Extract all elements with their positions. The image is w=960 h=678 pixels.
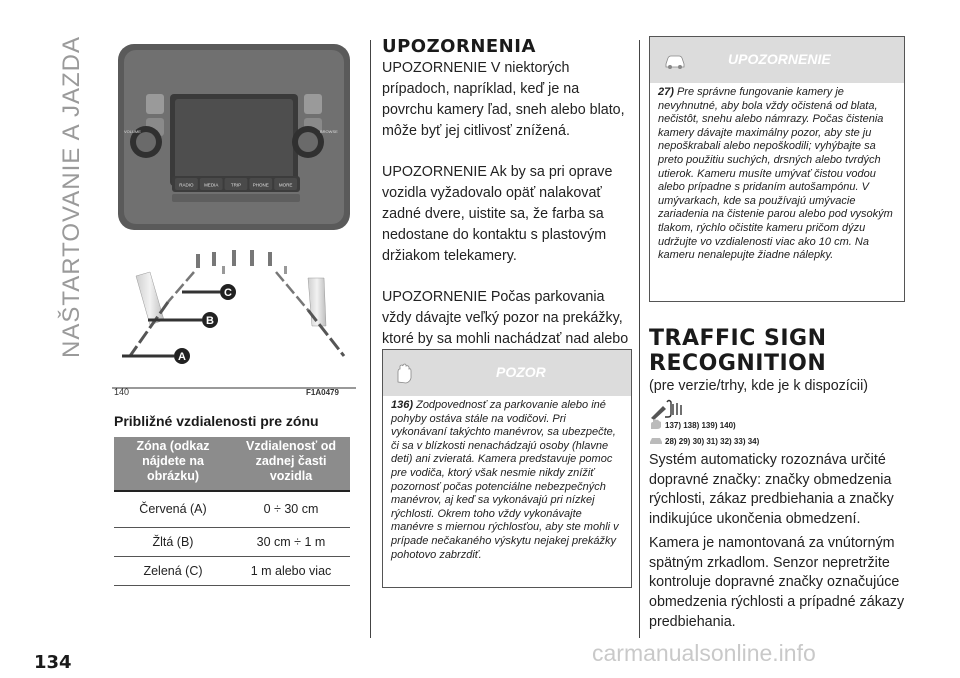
radio-button-label: MORE bbox=[278, 182, 293, 188]
left-top-button bbox=[146, 94, 164, 114]
table-cell: 1 m alebo viac bbox=[232, 556, 350, 585]
zone-marker-b bbox=[202, 312, 218, 328]
availability-note: (pre verzie/trhy, kde je k dispozícii) bbox=[649, 378, 869, 394]
page-number: 134 bbox=[34, 652, 72, 673]
distance-table bbox=[114, 437, 350, 586]
section-heading: UPOZORNENIA bbox=[382, 36, 536, 57]
upozornenie-header bbox=[650, 37, 904, 83]
reference-numbers: 28) 29) 30) 31) 32) 33) 34) bbox=[665, 437, 760, 446]
knob-label-browse: BROWSE bbox=[320, 129, 338, 134]
distance-post bbox=[212, 252, 216, 266]
upozornenie-content: Pre správne fungovanie kamery je nevyhnutné, aby bola vždy očistená od blata, nečistôt, snehu alebo námrazy. Počas čistenia kamery dávajte maximálny pozor, aby ste ju nepoškrabali alebo nepoškodili; vyhýbajte sa preto použitiu suchých, drsných alebo tvrdých utierok. Kameru musíte umývať čistou vodou alebo prípadne s pridaním autošampónu. V umývarkach, kde sa používajú umývacie zariadenia na čistenie parou alebo pod vysokým tlakom, rýchlo očistite kameru pričom dýzu udržujte vo vzdialenosti viac ako 10 cm. Na kameru nenalepujte žiadne nálepky. bbox=[658, 86, 893, 262]
pozor-title: POZOR bbox=[496, 364, 546, 380]
distance-post bbox=[196, 254, 200, 268]
table-header: Vzdialenosť od zadnej časti vozidla bbox=[232, 437, 350, 491]
column-rule-right bbox=[639, 40, 640, 638]
warnings-column bbox=[382, 36, 632, 371]
rear-camera-figure bbox=[112, 40, 356, 396]
pozor-box bbox=[382, 349, 632, 588]
heading-line: RECOGNITION bbox=[649, 351, 827, 376]
pozor-text bbox=[383, 396, 631, 568]
reference-numbers: 137) 138) 139) 140) bbox=[665, 421, 736, 430]
svg-text:C: C bbox=[224, 287, 232, 299]
pozor-content: Zodpovednosť za parkovanie alebo iné pohyby ostáva stále na vodičovi. Pri vykonávaní takýchto manévrov, sa ubezpečte, či sa v blízkosti nenachádzajú osoby (hlavne deti) ani zvieratá. Kamera predstavuje pomoc pre vodiča, ktorý však nesmie nikdy znížiť pozornosť počas potenciálne nebezpečných manévrov, aj keď sa vykonávajú pri nízkej rýchlosti. Okrem toho vždy vykonávajte manévre s miernou rýchlosťou, aby ste mohli v prípade nečakaného výskytu nejakej prekážky pohotovo zabrzdiť. bbox=[391, 399, 619, 561]
distance-post bbox=[250, 250, 254, 266]
radio-button-label: MEDIA bbox=[204, 182, 219, 188]
paragraph: UPOZORNENIE Počas parkovania vždy dávajte veľký pozor na prekážky, ktoré by sa mohli nachádzať nad alebo bbox=[382, 289, 629, 347]
zone-marker-a bbox=[174, 348, 190, 364]
right-top-button bbox=[304, 94, 322, 114]
pozor-header bbox=[383, 350, 631, 396]
table-cell: Červená (A) bbox=[114, 491, 232, 527]
table-header: Zóna (odkaz nájdete na obrázku) bbox=[114, 437, 232, 491]
car-warning-icon bbox=[664, 49, 686, 71]
warning-hand-small-icon bbox=[649, 418, 663, 430]
paragraph: Kamera je namontovaná za vnútorným spätným zrkadlom. Senzor nepretržite kontroluje dopravné značky označujúce obmedzenia rýchlosti a prípadné zákazy predbiehania. bbox=[649, 534, 905, 630]
upozornenie-text bbox=[650, 83, 904, 269]
pen-hand-icon bbox=[649, 398, 685, 420]
paragraph: UPOZORNENIE V niektorých prípadoch, napríklad, keď je na povrchu kamery ľad, sneh alebo blato, môže byť jej citlivosť znížená. bbox=[382, 60, 625, 139]
upozornenie-ref: 27) bbox=[658, 86, 674, 98]
svg-text:B: B bbox=[206, 315, 214, 327]
watermark: carmanualsonline.info bbox=[592, 640, 816, 666]
paragraph: UPOZORNENIE Ak by sa pri oprave vozidla vyžadovalo opäť nalakovať zadné dvere, uistite sa, že farba sa nedostane do kontaktu s plastovým držiakom telekamery. bbox=[382, 164, 613, 264]
figure-number: 140 bbox=[114, 387, 130, 397]
figure-illustration bbox=[112, 40, 356, 396]
car-warning-small-icon bbox=[649, 434, 663, 446]
upozornenie-title: UPOZORNENIE bbox=[728, 51, 831, 67]
table-row bbox=[114, 556, 350, 585]
figure-code: F1A0479 bbox=[306, 388, 339, 397]
radio-button-label: PHONE bbox=[252, 182, 269, 188]
table-row bbox=[114, 527, 350, 556]
traffic-sign-body bbox=[649, 451, 914, 632]
table-row bbox=[114, 491, 350, 527]
zone-marker-c bbox=[220, 284, 236, 300]
column-rule-left bbox=[370, 40, 371, 638]
upozornenie-box bbox=[649, 36, 905, 302]
table-cell: 30 cm ÷ 1 m bbox=[232, 527, 350, 556]
table-title: Približné vzdialenosti pre zónu bbox=[114, 413, 319, 429]
heading-line: TRAFFIC SIGN bbox=[649, 326, 827, 351]
svg-text:A: A bbox=[178, 351, 186, 363]
table-cell: Žltá (B) bbox=[114, 527, 232, 556]
distance-post bbox=[232, 250, 236, 266]
traffic-sign-heading bbox=[649, 326, 827, 376]
radio-button-label: TRIP bbox=[230, 182, 242, 188]
table-cell: Zelená (C) bbox=[114, 556, 232, 585]
knob-label-volume: VOLUME bbox=[124, 129, 141, 134]
paragraph: Systém automaticky rozoznáva určité dopravné značky: značky obmedzenia rýchlosti, zákaz predbiehania a značky indikujúce ukončenia obmedzení. bbox=[649, 452, 894, 528]
pozor-ref: 136) bbox=[391, 399, 414, 411]
warning-hand-icon bbox=[393, 362, 415, 384]
table-cell: 0 ÷ 30 cm bbox=[232, 491, 350, 527]
chapter-side-title: NAŠTARTOVANIE A JAZDA bbox=[58, 36, 86, 358]
radio-button-label: RADIO bbox=[179, 182, 194, 188]
table-header-row bbox=[114, 437, 350, 491]
distance-post bbox=[268, 252, 272, 266]
